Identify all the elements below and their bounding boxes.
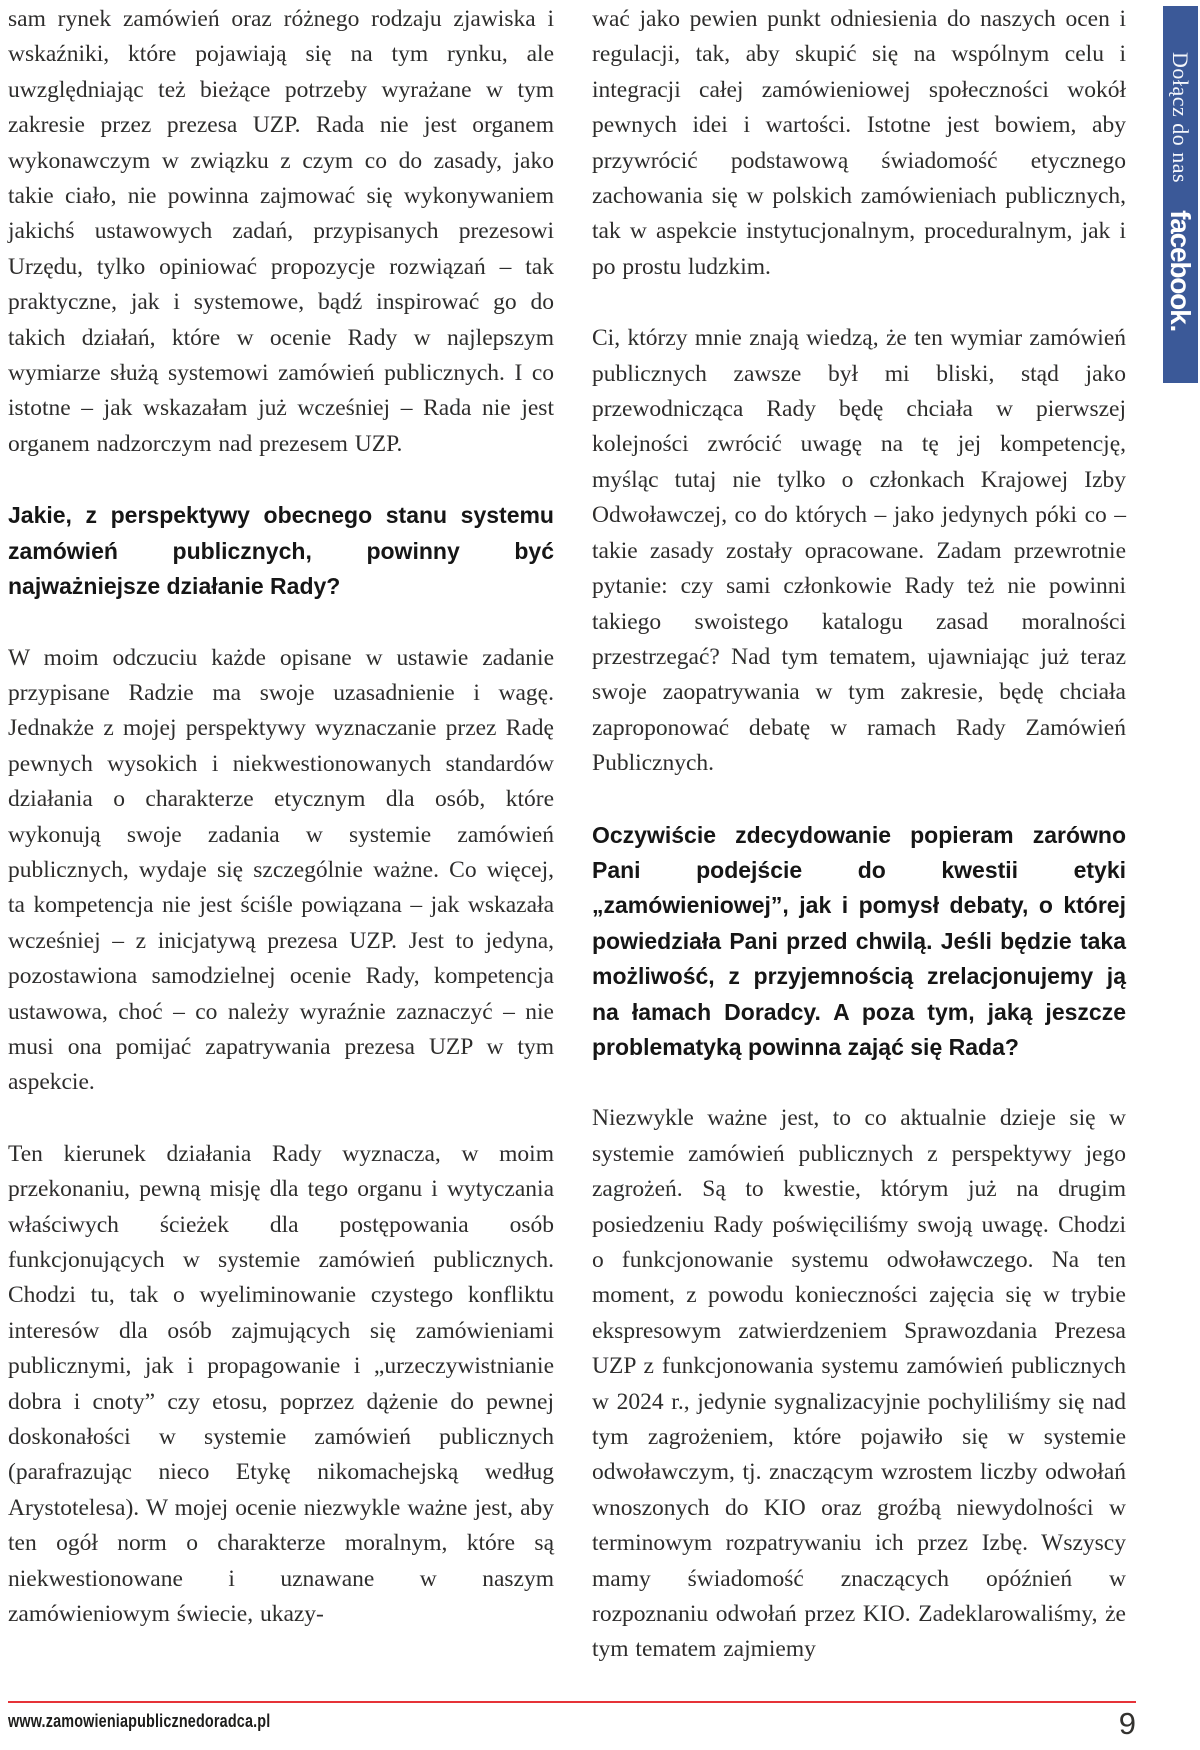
article-paragraph: W moim odczuciu każde opisane w ustawie zadanie przypisane Radzie ma swoje uzasadnienie i wagę. Jednakże z mojej perspektywy wyznaczanie przez Radę pewnych wysokich i niekwestionowanych standardów działania o charakterze etycznym dla osób, które wykonują swoje zadania w systemie zamówień publicznych, wydaje się szczególnie ważne. Co więcej, ta kompetencja nie jest ściśle powiązana – jak wskazała wcześniej – z inicjatywą prezesa UZP. Jest to jedyna, pozostawiona samodzielnej ocenie Rady, kompetencja ustawowa, choć – co należy wyraźnie zaznaczyć – nie musi ona pomijać zapatrywania prezesa UZP w tym aspekcie. bbox=[8, 644, 554, 1096]
facebook-banner[interactable] bbox=[1163, 6, 1198, 383]
article-paragraph: sam rynek zamówień oraz różnego rodzaju zjawiska i wskaźniki, które pojawiają się na tym rynku, ale uwzględniając też bieżące potrzeby wyrażane w tym zakresie przez prezesa UZP. Rada nie jest organem wykonawczym w związku z czym co do zasady, jako takie ciało, nie powinna zajmować się wykonywaniem jakichś ustawowych zadań, przypisanych prezesowi Urzędu, tylko opiniować propozycje rozwiązań – tak praktyczne, jak i systemowe, bądź inspirować go do takich działań, które w ocenie Rady w najlepszym wymiarze służą systemowi zamówień publicznych. I co istotne – jak wskazałam już wcześniej – Rada nie jest organem nadzorczym nad prezesem UZP. bbox=[8, 6, 554, 457]
facebook-wordmark bbox=[1165, 210, 1197, 331]
facebook-join-label: Dołącz do nas bbox=[1168, 52, 1194, 184]
interview-question: Jakie, z perspektywy obecnego stanu systemu zamówień publicznych, powinny być najważniejsze działanie Rady? bbox=[8, 502, 554, 600]
facebook-banner-content bbox=[1163, 6, 1198, 383]
facebook-wordmark-dot: . bbox=[1165, 324, 1197, 332]
facebook-wordmark-text: facebook bbox=[1165, 210, 1197, 324]
footer-website-url-text: www.zamowieniapublicznedoradca.pl bbox=[8, 1711, 271, 1731]
article-paragraph: wać jako pewien punkt odniesienia do naszych ocen i regulacji, tak, aby skupić się na wspólnym celu i integracji całej zamówieniowej społeczności wokół pewnych idei i wartości. Istotne jest bowiem, aby przywrócić podstawową świadomość etycznego zachowania się w polskich zamówieniach publicznych, tak w aspekcie instytucjonalnym, proceduralnym, jak i po prostu ludzkim. bbox=[592, 6, 1126, 280]
interview-question: Oczywiście zdecydowanie popieram zarówno Pani podejście do kwestii etyki „zamówieniowej”, jak i pomysł debaty, o której powiedziała Pani przed chwilą. Jeśli będzie taka możliwość, z przyjemnością zrelacjonujemy ją na łamach Doradcy. A poza tym, jaką jeszcze problematyką powinna zająć się Rada? bbox=[592, 821, 1126, 1060]
article-column-left bbox=[8, 2, 554, 1668]
page-number: 9 bbox=[1118, 1706, 1136, 1741]
article-paragraph: Ci, którzy mnie znają wiedzą, że ten wymiar zamówień publicznych zawsze był mi bliski, stąd jako przewodnicząca Rady będę chciała w pierwszej kolejności zwrócić uwagę na tę jej kompetencję, myśląc tutaj nie tylko o członkach Krajowej Izby Odwoławczej, co do których – jako jedynych póki co – takie zasady zostały opracowane. Zadam przewrotnie pytanie: czy sami członkowie Rady też nie powinni takiego swoistego katalogu zasad moralności przestrzegać? Nad tym tematem, ujawniając już teraz swoje zaopatrywania w tym zakresie, będę chciała zaproponować debatę w ramach Rady Zamówień Publicznych. bbox=[592, 325, 1126, 777]
article-paragraph: Niezwykle ważne jest, to co aktualnie dzieje się w systemie zamówień publicznych z perspektywy jego zagrożeń. Są to kwestie, którym już na drugim posiedzeniu Rady poświęciliśmy swoją uwagę. Chodzi o funkcjonowanie systemu odwoławczego. Na ten moment, z powodu konieczności zajęcia się w trybie ekspresowym zatwierdzeniem Sprawozdania Prezesa UZP z funkcjonowania systemu zamówień publicznych w 2024 r., jedynie sygnalizacyjnie pochyliliśmy się nad tym zagrożeniem, które pojawiło się w systemie odwoławczym, tj. znaczącym wzrostem liczby odwołań wnoszonych do KIO oraz groźbą niewydolności w terminowym rozpatrywaniu ich przez Izbę. Wszyscy mamy świadomość znaczących opóźnień w rozpoznaniu odwołań przez KIO. Zadeklarowaliśmy, że tym tematem zajmiemy bbox=[592, 1105, 1126, 1663]
footer-rule bbox=[8, 1701, 1136, 1703]
article-column-right bbox=[592, 2, 1126, 1704]
footer-website-url bbox=[8, 1711, 336, 1732]
article-paragraph: Ten kierunek działania Rady wyznacza, w moim przekonaniu, pewną misję dla tego organu i wytyczania właściwych ścieżek dla postępowania osób funkcjonujących w systemie zamówień publicznych. Chodzi tu, tak o wyeliminowanie czystego konfliktu interesów dla osób zajmujących się zamówieniami publicznymi, jak i propagowanie i „urzeczywistnianie dobra i cnoty” czy etosu, poprzez dążenie do pewnej doskonałości w systemie zamówień publicznych (parafrazując nieco Etykę nikomachejską według Arystotelesa). W mojej ocenie niezwykle ważne jest, aby ten ogół norm o charakterze moralnym, które są niekwestionowane i uznawane w naszym zamówieniowym świecie, ukazy- bbox=[8, 1140, 554, 1628]
